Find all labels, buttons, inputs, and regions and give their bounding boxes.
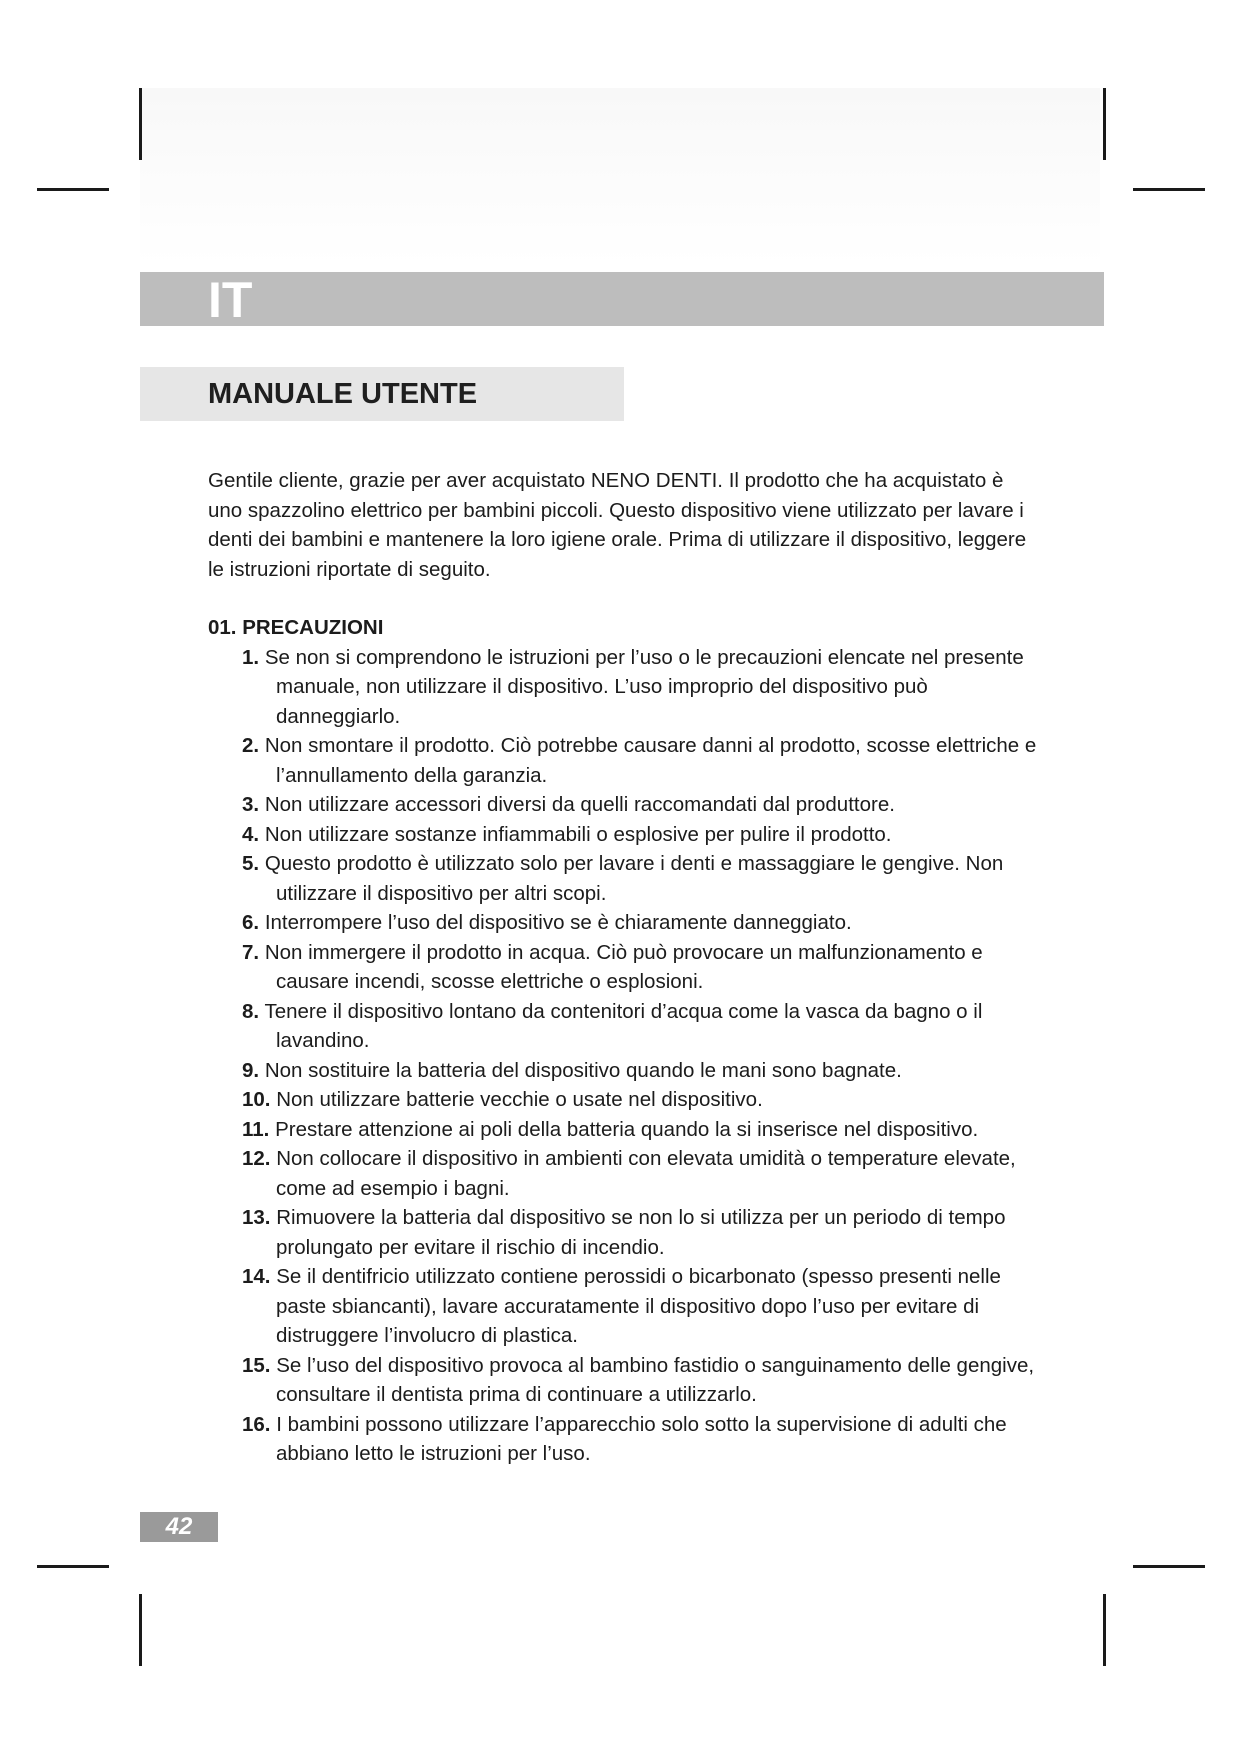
list-item-text: Se il dentifricio utilizzato contiene perossidi o bicarbonato (spesso presenti nelle paste sbiancanti), lavare accuratamente il dispositivo dopo l’uso per evitare di distruggere l’involucro di plastica.	[276, 1265, 1001, 1347]
list-item-number: 9.	[242, 1058, 260, 1082]
list-item-number: 6.	[242, 911, 260, 934]
list-item-text: Non utilizzare accessori diversi da quelli raccomandati dal produttore.	[264, 793, 895, 816]
list-item-number: 15.	[242, 1353, 271, 1377]
list-item-number: 10.	[242, 1088, 271, 1111]
crop-mark-top-left-vertical	[139, 88, 142, 160]
list-item-number: 5.	[242, 852, 260, 875]
language-code: IT	[208, 272, 253, 328]
list-item	[242, 997, 1038, 1056]
list-item-number: 16.	[242, 1412, 271, 1436]
crop-mark-bottom-left-horizontal	[37, 1565, 109, 1568]
list-item	[242, 1144, 1038, 1203]
crop-mark-top-right-horizontal	[1133, 188, 1205, 191]
crop-mark-top-left-horizontal	[37, 188, 109, 191]
list-item-text: Interrompere l’uso del dispositivo se è chiaramente danneggiato.	[264, 911, 852, 934]
list-item	[242, 1085, 1038, 1115]
list-item-text: I bambini possono utilizzare l’apparecchio solo sotto la supervisione di adulti che abbiano letto le istruzioni per l’uso.	[276, 1412, 1007, 1465]
list-item-number: 14.	[242, 1265, 271, 1288]
list-item-number: 2.	[242, 734, 260, 757]
list-item-number: 7.	[242, 940, 260, 964]
language-bar	[140, 272, 1104, 326]
list-item-text: Non immergere il prodotto in acqua. Ciò può provocare un malfunzionamento e causare incendi, scosse elettriche o esplosioni.	[264, 940, 983, 993]
list-item-number: 12.	[242, 1147, 271, 1170]
list-item-text: Non collocare il dispositivo in ambienti con elevata umidità o temperature elevate, come ad esempio i bagni.	[276, 1147, 1016, 1200]
list-item-text: Se l’uso del dispositivo provoca al bambino fastidio o sanguinamento delle gengive, consultare il dentista prima di continuare a utilizzarlo.	[276, 1353, 1035, 1406]
list-item	[242, 1410, 1038, 1469]
list-item-number: 8.	[242, 999, 260, 1023]
crop-mark-top-right-vertical	[1103, 88, 1106, 160]
crop-mark-bottom-right-horizontal	[1133, 1565, 1205, 1568]
list-item-number: 3.	[242, 793, 260, 816]
list-item-text: Non utilizzare sostanze infiammabili o esplosive per pulire il prodotto.	[264, 822, 892, 846]
section-heading: 01. PRECAUZIONI	[208, 616, 384, 639]
list-item	[242, 643, 1038, 732]
list-item-text: Non sostituire la batteria del dispositivo quando le mani sono bagnate.	[264, 1058, 902, 1082]
list-item-text: Prestare attenzione ai poli della batteria quando la si inserisce nel dispositivo.	[275, 1117, 979, 1141]
title-box	[140, 367, 624, 421]
list-item	[242, 1262, 1038, 1351]
list-item-text: Questo prodotto è utilizzato solo per lavare i denti e massaggiare le gengive. Non utilizzare il dispositivo per altri scopi.	[264, 852, 1004, 905]
list-item	[242, 938, 1038, 997]
list-item-text: Non utilizzare batterie vecchie o usate nel dispositivo.	[276, 1088, 763, 1111]
list-item-number: 11.	[242, 1117, 270, 1141]
list-item	[242, 1056, 1038, 1086]
page-number-box	[140, 1512, 218, 1542]
crop-mark-bottom-right-vertical	[1103, 1594, 1106, 1666]
crop-mark-bottom-left-vertical	[139, 1594, 142, 1666]
page-title: MANUALE UTENTE	[208, 378, 478, 410]
list-item	[242, 1115, 1038, 1145]
list-item	[242, 1351, 1038, 1410]
list-item	[242, 849, 1038, 908]
page-number: 42	[165, 1513, 193, 1540]
precautions-list	[208, 643, 1038, 1469]
list-item-number: 13.	[242, 1206, 271, 1229]
list-item-text: Rimuovere la batteria dal dispositivo se non lo si utilizza per un periodo di tempo prolungato per evitare il rischio di incendio.	[276, 1206, 1006, 1259]
list-item-number: 1.	[242, 645, 260, 669]
list-item	[242, 1203, 1038, 1262]
list-item-text: Non smontare il prodotto. Ciò potrebbe causare danni al prodotto, scosse elettriche e l’annullamento della garanzia.	[264, 734, 1037, 787]
list-item	[242, 790, 1038, 820]
list-item	[242, 731, 1038, 790]
list-item	[242, 820, 1038, 850]
list-item-text: Tenere il dispositivo lontano da contenitori d’acqua come la vasca da bagno o il lavandino.	[264, 999, 983, 1052]
list-item-text: Se non si comprendono le istruzioni per l’uso o le precauzioni elencate nel presente manuale, non utilizzare il dispositivo. L’uso improprio del dispositivo può danneggiarlo.	[264, 645, 1024, 728]
list-item	[242, 908, 1038, 938]
intro-paragraph: Gentile cliente, grazie per aver acquistato NENO DENTI. Il prodotto che ha acquistato è uno spazzolino elettrico per bambini piccoli. Questo dispositivo viene utilizzato per lavare i denti dei bambini e mantenere la loro igiene orale. Prima di utilizzare il dispositivo, leggere le istruzioni riportate di seguito.	[208, 469, 1027, 581]
list-item-number: 4.	[242, 822, 260, 846]
main-content	[208, 466, 1038, 1469]
